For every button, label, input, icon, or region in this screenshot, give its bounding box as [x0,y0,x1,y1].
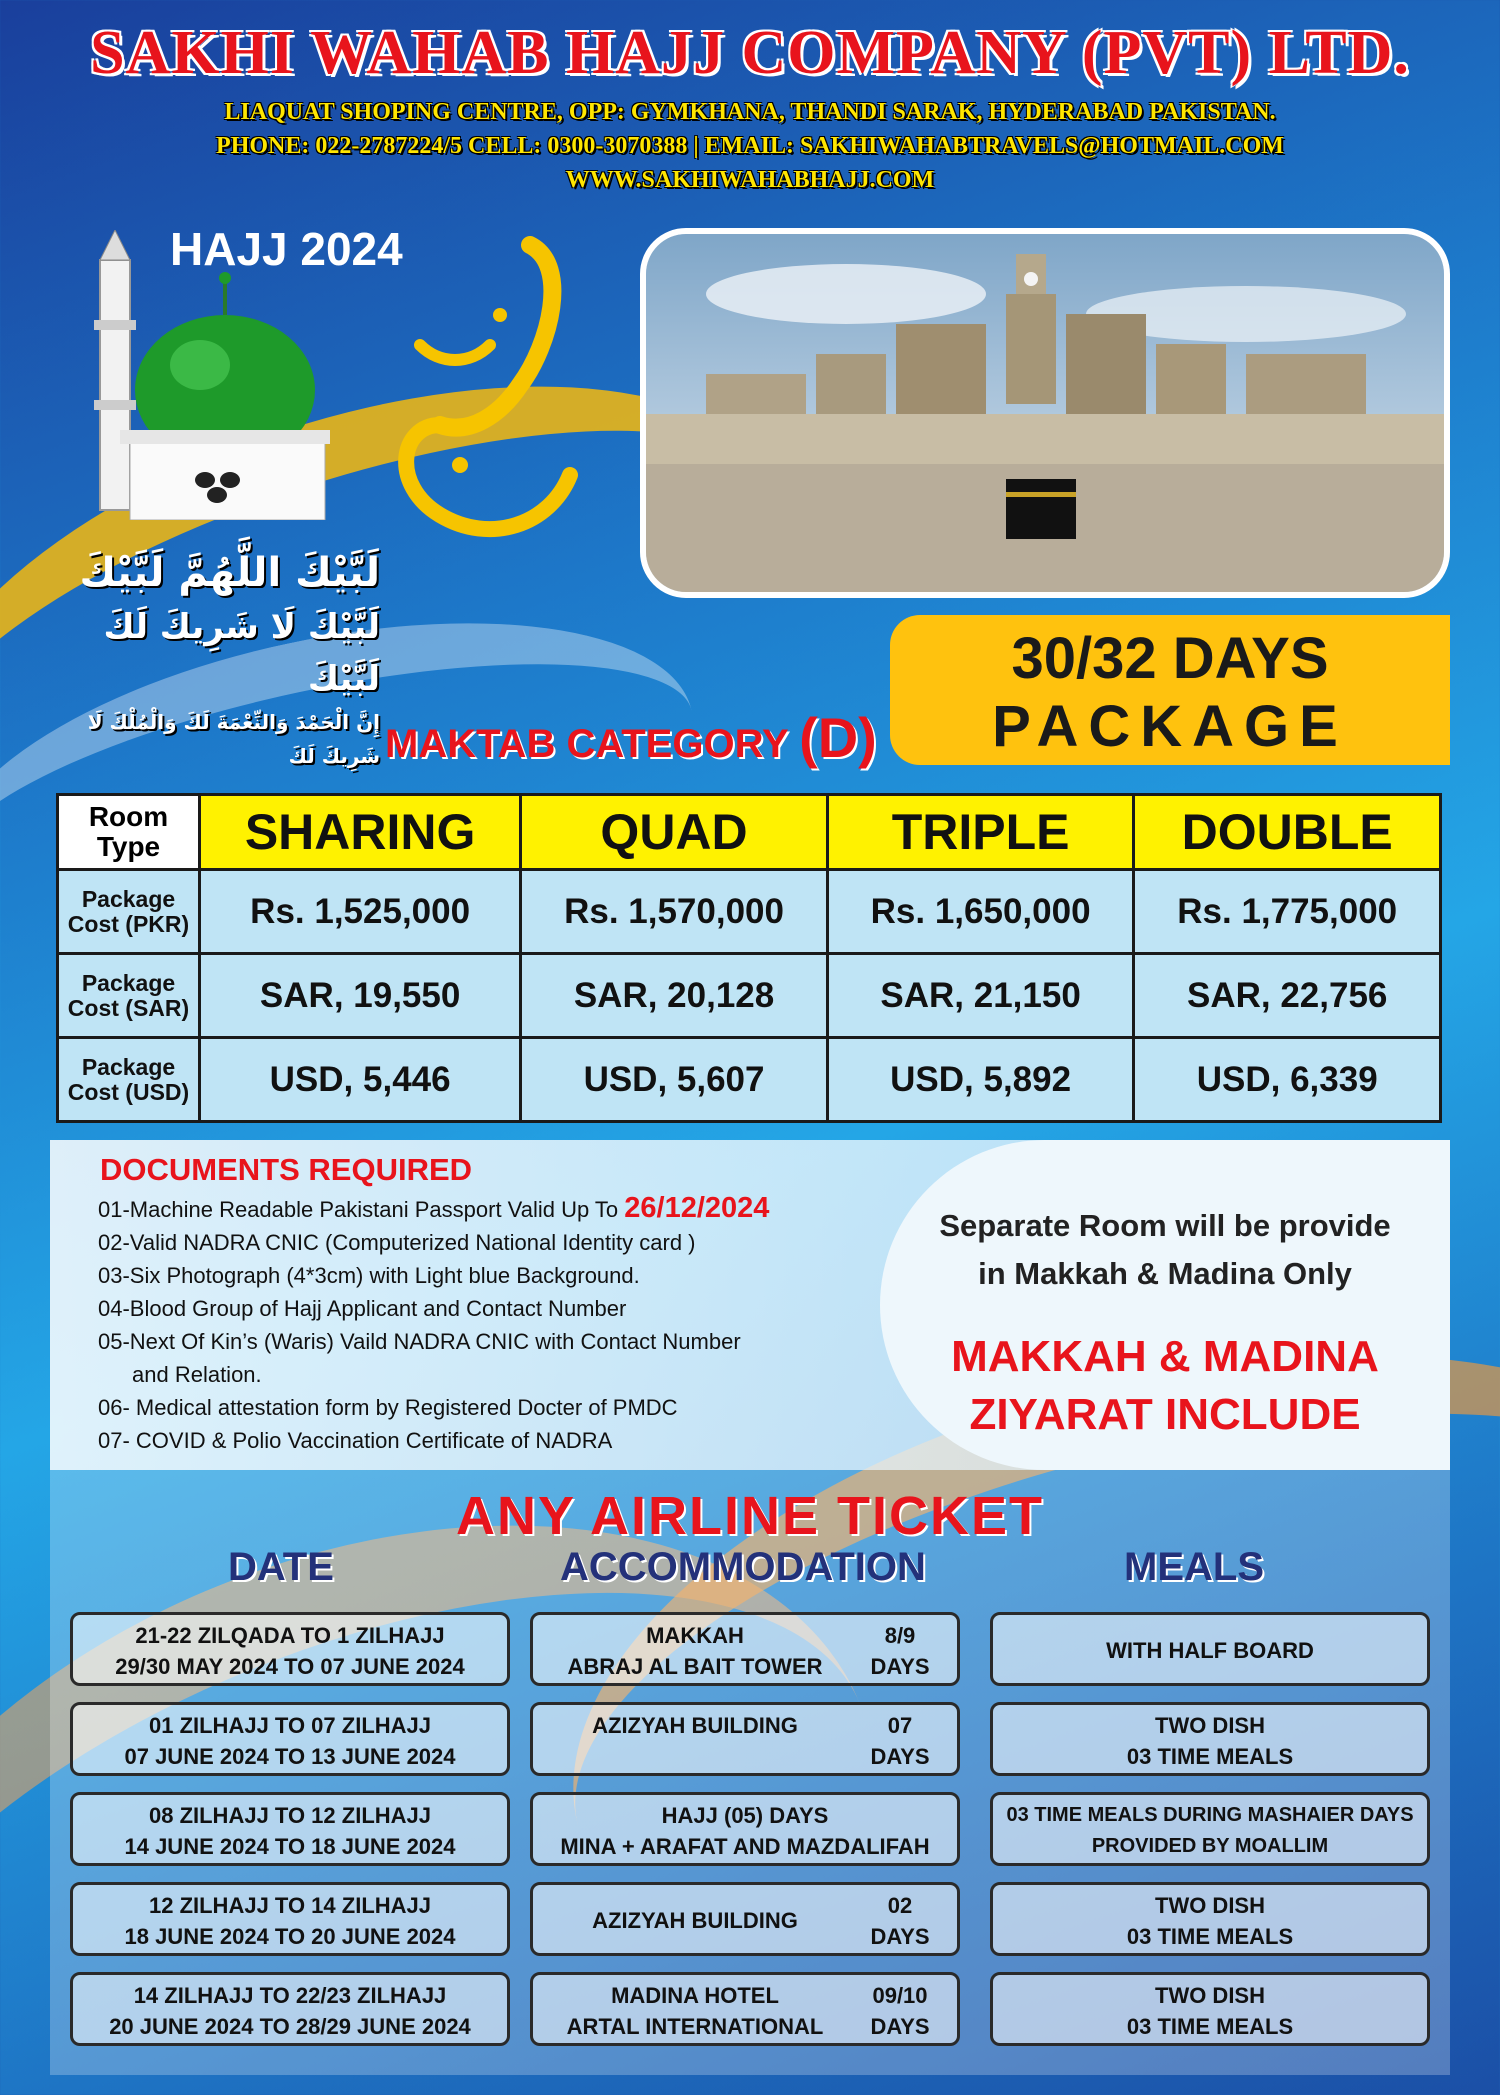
accommodation-days-count: 02 [887,1893,913,1918]
price-table-header [58,795,1441,870]
itinerary-date-box [70,1972,510,2046]
accommodation-days-label: DAYS [870,2014,930,2039]
itinerary-date-gregorian: 29/30 MAY 2024 TO 07 JUNE 2024 [115,1654,465,1679]
package-days: 30/32 DAYS [1011,626,1329,691]
accommodation-line-2: MINA + ARAFAT AND MAZDALIFAH [560,1834,930,1859]
separate-room-line-1: Separate Room will be provide [939,1208,1391,1243]
header [0,18,1500,197]
price-cell: USD, 5,892 [827,1038,1134,1122]
accommodation-days-count: 8/9 [884,1623,916,1648]
itinerary-date-islamic: 08 ZILHAJJ TO 12 ZILHAJJ [148,1803,431,1828]
meal-line-1: TWO DISH [1155,1893,1265,1918]
document-item: 02-Valid NADRA CNIC (Computerized National Identity card ) [98,1230,696,1255]
itinerary-date-gregorian: 20 JUNE 2024 TO 28/29 JUNE 2024 [109,2014,471,2039]
accommodation-line-1: MAKKAH [646,1623,744,1648]
talbiyah-text [50,545,380,773]
accommodation-line-1: AZIZYAH BUILDING [592,1713,798,1738]
accommodation-line-2: ARTAL INTERNATIONAL [566,2014,824,2039]
document-item: 06- Medical attestation form by Registered Docter of PMDC [98,1395,678,1420]
date-heading: DATE [228,1545,334,1589]
document-item [98,1192,918,1226]
separate-room-line-2: in Makkah & Madina Only [978,1256,1352,1291]
price-row-pkr [58,870,1441,954]
documents-list [98,1192,918,1457]
itinerary-accommodation-box [530,1972,960,2046]
col-triple: TRIPLE [827,795,1134,870]
row-label-pkr [58,870,200,954]
price-row-sar [58,954,1441,1038]
maktab-category-value: (D) [799,706,877,769]
talbiyah-line-1: لَبَّيْكَ اللَّهُمَّ لَبَّيْكَ [79,550,380,596]
itinerary-date-box [70,1702,510,1776]
accommodation-days-label: DAYS [870,1744,930,1769]
col-double: DOUBLE [1134,795,1441,870]
meal-line-2: PROVIDED BY MOALLIM [1091,1835,1329,1857]
ziyarat-notice [880,1328,1450,1444]
row-label-usd-line-2: Cost (USD) [67,1078,190,1105]
price-cell: Rs. 1,650,000 [827,870,1134,954]
row-label-pkr-line-1: Package [81,885,176,912]
itinerary-accommodation-box [530,1882,960,1956]
meal-line-1: TWO DISH [1155,1713,1265,1738]
meal-line-1: 03 TIME MEALS DURING MASHAIER DAYS [1006,1804,1414,1826]
itinerary-meal-box [990,1612,1430,1686]
accommodation-days-count: 07 [887,1713,913,1738]
airline-ticket-heading: ANY AIRLINE TICKET [455,1486,1045,1546]
accommodation-line-1: AZIZYAH BUILDING [592,1908,798,1933]
itinerary-date-gregorian: 18 JUNE 2024 TO 20 JUNE 2024 [124,1924,456,1949]
company-website[interactable]: WWW.SAKHIWAHABHAJJ.COM [565,167,935,193]
maktab-category [385,705,877,770]
price-cell: USD, 5,607 [521,1038,828,1122]
makkah-photo [640,228,1450,598]
itinerary-meal-box [990,1972,1430,2046]
documents-section [50,1140,1450,1470]
itinerary-date-box [70,1792,510,1866]
col-sharing: SHARING [200,795,521,870]
meal-line-2: 03 TIME MEALS [1126,2014,1294,2039]
talbiyah-line-2: لَبَّيْكَ لَا شَرِيكَ لَكَ لَبَّيْكَ [103,607,380,699]
itinerary-date-islamic: 21-22 ZILQADA TO 1 ZILHAJJ [135,1623,445,1648]
hajj-calligraphy-image [380,225,590,555]
company-contact: PHONE: 022-2787224/5 CELL: 0300-3070388 | EMAIL: SAKHIWAHABTRAVELS@HOTMAIL.COM [216,133,1284,159]
itinerary-accommodation-box [530,1612,960,1686]
itinerary-accommodation-box [530,1792,960,1866]
price-cell: Rs. 1,570,000 [521,870,828,954]
document-item: 03-Six Photograph (4*3cm) with Light blue Background. [98,1263,640,1288]
document-item: and Relation. [132,1362,262,1387]
row-label-sar-line-2: Cost (SAR) [67,994,190,1021]
price-cell: USD, 5,446 [200,1038,521,1122]
meal-line-1: TWO DISH [1155,1983,1265,2008]
documents-title: DOCUMENTS REQUIRED [100,1152,473,1187]
price-cell: Rs. 1,775,000 [1134,870,1441,954]
accommodation-days-label: DAYS [870,1924,930,1949]
separate-room-notice [880,1140,1450,1298]
row-label-usd-line-1: Package [81,1053,176,1080]
meals-heading: MEALS [1124,1545,1264,1589]
col-quad: QUAD [521,795,828,870]
price-row-usd [58,1038,1441,1122]
passport-validity-date: 26/12/2024 [624,1192,770,1224]
document-item: 05-Next Of Kin’s (Waris) Vaild NADRA CNIC with Contact Number [98,1329,741,1354]
meal-line-2: 03 TIME MEALS [1126,1744,1294,1769]
makkah-photo-image [646,234,1444,592]
notice-box [880,1140,1450,1470]
price-cell: SAR, 21,150 [827,954,1134,1038]
itinerary-meal-box [990,1792,1430,1866]
meal-line-2: 03 TIME MEALS [1126,1924,1294,1949]
itinerary-date-islamic: 12 ZILHAJJ TO 14 ZILHAJJ [148,1893,431,1918]
accommodation-line-1: HAJJ (05) DAYS [661,1803,829,1828]
price-table [56,793,1442,1123]
price-cell: SAR, 20,128 [521,954,828,1038]
accommodation-line-2: ABRAJ AL BAIT TOWER [567,1654,823,1679]
room-type-header-line-1: Room [88,801,169,832]
accommodation-heading: ACCOMMODATION [560,1545,926,1589]
hajj-year: HAJJ 2024 [170,223,403,275]
price-cell: SAR, 19,550 [200,954,521,1038]
itinerary-date-islamic: 14 ZILHAJJ TO 22/23 ZILHAJJ [133,1983,447,2008]
price-cell: SAR, 22,756 [1134,954,1441,1038]
maktab-label: MAKTAB CATEGORY [385,722,788,766]
company-name: SAKHI WAHAB HAJJ COMPANY (PVT) LTD. [90,19,1410,87]
document-item-text: 01-Machine Readable Pakistani Passport Valid Up To [98,1197,625,1222]
accommodation-days-label: DAYS [870,1654,930,1679]
company-address: LIAQUAT SHOPING CENTRE, OPP: GYMKHANA, THANDI SARAK, HYDERABAD PAKISTAN. [224,99,1276,125]
itinerary-meal-box [990,1882,1430,1956]
talbiyah-line-3: إِنَّ الْحَمْدَ وَالنِّعْمَةَ لَكَ وَالْمُلْكَ لَا شَرِيكَ لَكَ [87,710,380,768]
itinerary-date-box [70,1612,510,1686]
room-type-header-line-2: Type [96,831,161,862]
price-cell: USD, 6,339 [1134,1038,1441,1122]
accommodation-line-1: MADINA HOTEL [611,1983,779,2008]
ziyarat-line-1: MAKKAH & MADINA [951,1332,1379,1381]
itinerary-meal-box [990,1702,1430,1776]
itinerary-date-box [70,1882,510,1956]
itinerary-date-gregorian: 07 JUNE 2024 TO 13 JUNE 2024 [124,1744,456,1769]
itinerary-date-islamic: 01 ZILHAJJ TO 07 ZILHAJJ [148,1713,431,1738]
room-type-header [58,795,200,870]
row-label-pkr-line-2: Cost (PKR) [67,910,190,937]
accommodation-days-count: 09/10 [872,1983,928,2008]
itinerary-date-gregorian: 14 JUNE 2024 TO 18 JUNE 2024 [124,1834,456,1859]
row-label-sar-line-1: Package [81,969,176,996]
package-duration-box [890,615,1450,765]
ziyarat-line-2: ZIYARAT INCLUDE [969,1390,1361,1439]
document-item: 07- COVID & Polio Vaccination Certificate of NADRA [98,1428,613,1453]
price-cell: Rs. 1,525,000 [200,870,521,954]
row-label-sar [58,954,200,1038]
row-label-usd [58,1038,200,1122]
meal-line-1: WITH HALF BOARD [1106,1638,1314,1663]
package-label: PACKAGE [992,694,1348,759]
document-item: 04-Blood Group of Hajj Applicant and Contact Number [98,1296,627,1321]
itinerary-accommodation-box [530,1702,960,1776]
